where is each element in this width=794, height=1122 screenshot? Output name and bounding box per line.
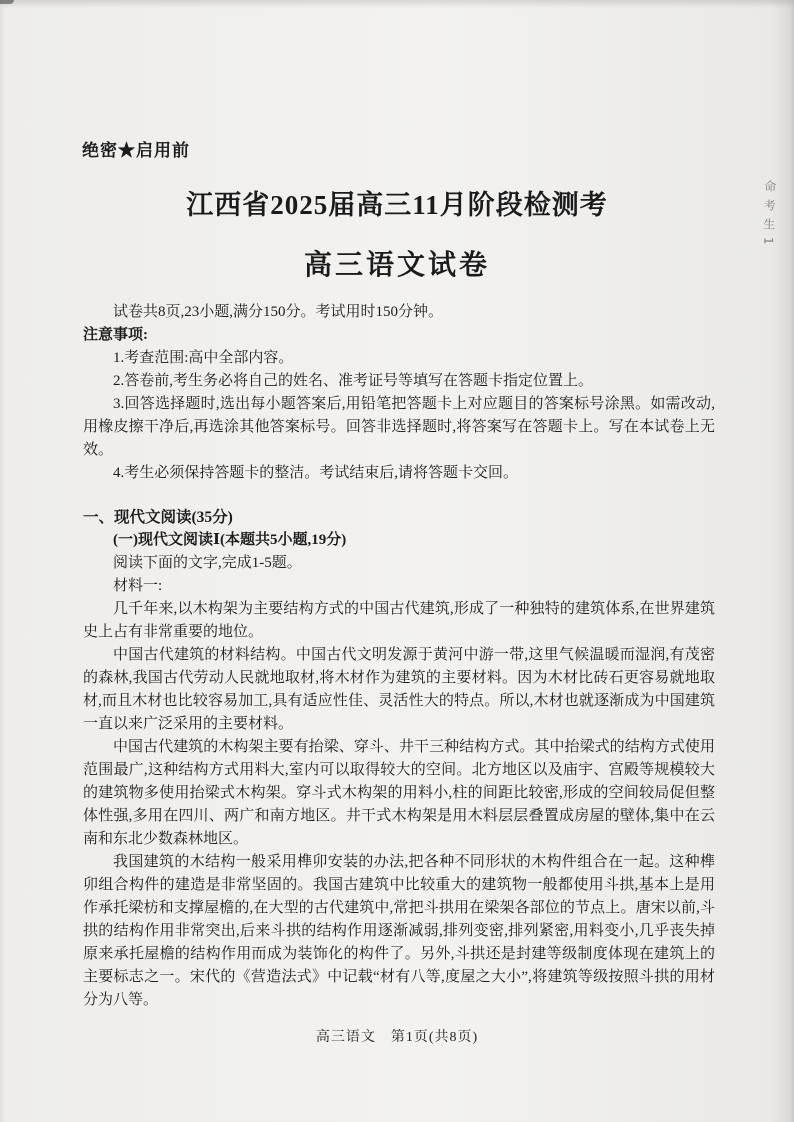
material-paragraph: 几千年来,以木构架为主要结构方式的中国古代建筑,形成了一种独特的建筑体系,在世界建筑史上占有非常重要的地位。 [83, 601, 715, 640]
section-heading-modern-reading: 一、现代文阅读(35分) [83, 509, 233, 526]
notice-item: 3.回答选择题时,选出每小题答案后,用铅笔把答题卡上对应题目的答案标号涂黑。如需改动,用橡皮擦干净后,再选涂其他答案标号。回答非选择题时,将答案写在答题卡上。写在本试卷上无效。 [83, 396, 715, 458]
subsection-heading-reading-one: (一)现代文阅读Ⅰ(本题共5小题,19分) [113, 532, 347, 548]
exam-title: 江西省2025届高三11月阶段检测考 [186, 190, 608, 220]
page-footer: 高三语文 第1页(共8页) [315, 1030, 479, 1045]
material-paragraph: 中国古代建筑的材料结构。中国古代文明发源于黄河中游一带,这里气候温暖而湿润,有茂密的森林,我国古代劳动人民就地取材,将木材作为建筑的主要材料。因为木材比砖石更容易就地取材,而且木材也比较容易加工,具有适应性佳、灵活性大的特点。所以,木材也就逐渐成为中国建筑一直以来广泛采用的主要材料。 [83, 647, 715, 732]
notice-item: 1.考查范围:高中全部内容。 [113, 350, 294, 366]
notice-item: 2.答卷前,考生务必将自己的姓名、准考证号等填写在答题卡指定位置上。 [113, 373, 594, 389]
reading-instruction: 阅读下面的文字,完成1-5题。 [113, 555, 302, 571]
classification-label: 绝密★启用前 [82, 141, 190, 160]
paper-subject-title: 高三语文试卷 [303, 250, 490, 281]
handwritten-margin-note: 命考生1 [761, 179, 777, 252]
notes-heading: 注意事项: [83, 327, 148, 343]
material-paragraph: 中国古代建筑的木构架主要有抬梁、穿斗、井干三种结构方式。其中抬梁式的结构方式使用范围最广,这种结构方式用料大,室内可以取得较大的空间。北方地区以及庙宇、宫殿等规模较大的建筑物多使用抬梁式木构架。穿斗式木构架的用料小,柱的间距比较密,形成的空间较局促但整体性强,多用在四川、两广和南方地区。井干式木构架是用木料层层叠置成房屋的壁体,集中在云南和东北少数森林地区。 [83, 739, 715, 847]
notes-list [83, 347, 715, 485]
material-paragraph: 我国建筑的木结构一般采用榫卯安装的办法,把各种不同形状的木构件组合在一起。这种榫卯组合构件的建造是非常坚固的。我国古建筑中比较重大的建筑物一般都使用斗拱,基本上是用作承托梁枋和支撑屋檐的,在大型的古代建筑中,常把斗拱用在梁架各部位的节点上。唐宋以前,斗拱的结构作用非常突出,后来斗拱的结构作用逐渐减弱,排列变密,排列紧密,用料变小,几乎丧失掉原来承托屋檐的结构作用而成为装饰化的构件了。另外,斗拱还是封建等级制度体现在建筑上的主要标志之一。宋代的《营造法式》中记载“材有八等,度屋之大小”,将建筑等级按照斗拱的用材分为八等。 [83, 854, 715, 1008]
exam-info-line: 试卷共8页,23小题,满分150分。考试用时150分钟。 [113, 304, 444, 320]
notice-item: 4.考生必须保持答题卡的整洁。考试结束后,请将答题卡交回。 [113, 465, 519, 481]
page-body [83, 301, 715, 1012]
scan-corner-artifact [0, 0, 14, 4]
material-one-paragraphs [83, 598, 715, 1012]
material-one-label: 材料一: [113, 578, 163, 594]
